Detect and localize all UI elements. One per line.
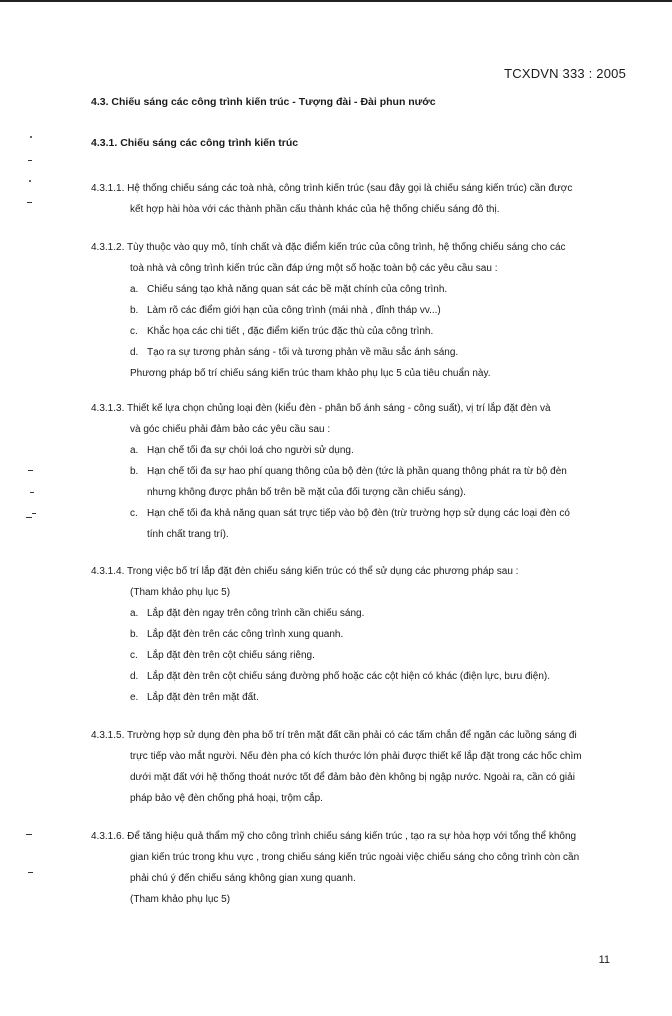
list-item [91,624,631,645]
scan-artifact [28,470,33,471]
clause-text: 4.3.1.2. Tùy thuộc vào quy mô, tính chất và đặc điểm kiến trúc của công trình, hệ thống chiếu sáng cho các [91,242,566,253]
list-marker: b. [130,629,139,640]
list-item [91,440,631,461]
list-item [91,603,631,624]
list-item-text: Làm rõ các điểm giới hạn của công trình (mái nhà , đỉnh tháp vv...) [147,305,441,316]
list-marker: c. [130,508,138,519]
list-item [91,321,631,342]
clause-text: 4.3.1.4. Trong việc bố trí lắp đặt đèn chiếu sáng kiến trúc có thể sử dụng các phương pháp sau : [91,566,519,577]
scan-artifact [30,492,34,493]
list-item-text: Lắp đặt đèn trên cột chiếu sáng đường phố hoặc các cột hiện có khác (điện lực, bưu điện). [147,671,551,682]
clause-text: toà nhà và công trình kiến trúc cần đáp ứng một số hoặc toàn bộ các yêu cầu sau : [130,263,498,274]
list-marker: b. [130,466,139,477]
clause-4-3-1-6 [91,826,631,910]
standard-code: TCXDVN 333 : 2005 [504,66,626,81]
clause-text: trực tiếp vào mắt người. Nếu đèn pha có kích thước lớn phải được thiết kế lắp đặt trong các hốc chìm [130,751,582,762]
scan-artifact [27,202,32,203]
clause-4-3-1-1 [91,178,631,220]
clause-text: 4.3.1.1. Hệ thống chiếu sáng các toà nhà, công trình kiến trúc (sau đây gọi là chiếu sáng kiến trúc) cần được [91,183,573,194]
clause-text: (Tham khảo phụ lục 5) [130,894,231,905]
section-heading: 4.3. Chiếu sáng các công trình kiến trúc - Tượng đài - Đài phun nước [91,96,436,108]
clause-text: kết hợp hài hòa với các thành phần cấu thành khác của hệ thống chiếu sáng đô thị. [130,204,500,215]
clause-text: 4.3.1.3. Thiết kế lựa chọn chủng loại đèn (kiểu đèn - phân bố ánh sáng - công suất), vị trí lắp đặt đèn và [91,403,551,414]
scan-artifact [32,513,36,514]
list-item-text: Tạo ra sự tương phản sáng - tối và tương phản về mầu sắc ánh sáng. [147,347,459,358]
list-item-text: Khắc họa các chi tiết , đặc điểm kiến trúc đặc thù của công trình. [147,326,434,337]
clause-text: 4.3.1.5. Trường hợp sử dụng đèn pha bố trí trên mặt đất cần phải có các tấm chắn để ngăn các luồng sáng đi [91,730,577,741]
list-marker: c. [130,326,138,337]
list-item-text: Hạn chế tối đa sự hao phí quang thông của bộ đèn (tức là phần quang thông phát ra từ bộ đèn [147,466,567,477]
list-item-text: Chiếu sáng tạo khả năng quan sát các bề mặt chính của công trình. [147,284,448,295]
list-marker: e. [130,692,139,703]
clause-text: dưới mặt đất với hệ thống thoát nước tốt để đảm bảo đèn không bị ngập nước. Ngoài ra, cần có giải [130,772,575,783]
list-item-continuation: tính chất trang trí). [147,529,229,540]
clause-text: và góc chiếu phải đảm bảo các yêu cầu sau : [130,424,331,435]
clause-4-3-1-5 [91,725,631,809]
list-item [91,503,631,524]
list-item [91,300,631,321]
list-marker: a. [130,284,139,295]
clause-text: phải chú ý đến chiếu sáng không gian xung quanh. [130,873,356,884]
clause-4-3-1-4 [91,561,631,708]
scan-artifact [29,180,31,182]
clause-text: (Tham khảo phụ lục 5) [130,587,231,598]
list-item [91,342,631,363]
list-item [91,279,631,300]
list-item [91,687,631,708]
clause-4-3-1-2 [91,237,631,384]
list-item [91,461,631,482]
list-marker: d. [130,671,139,682]
list-marker: a. [130,445,139,456]
list-item-text: Lắp đặt đèn trên mặt đất. [147,692,259,703]
list-marker: c. [130,650,138,661]
clause-text: gian kiến trúc trong khu vực , trong chiếu sáng kiến trúc ngoài việc chiếu sáng cho công trình còn cần [130,852,580,863]
scan-artifact [30,136,32,138]
list-item [91,645,631,666]
scan-artifact [28,872,33,873]
clause-text: Phương pháp bố trí chiếu sáng kiến trúc tham khảo phụ lục 5 của tiêu chuẩn này. [130,368,491,379]
list-item-text: Hạn chế tối đa sự chói loá cho người sử dụng. [147,445,354,456]
scan-artifact [28,160,32,161]
list-marker: a. [130,608,139,619]
list-marker: d. [130,347,139,358]
subsection-heading: 4.3.1. Chiếu sáng các công trình kiến trúc [91,137,299,149]
page-number: 11 [598,954,610,966]
list-marker: b. [130,305,139,316]
list-item-text: Hạn chế tối đa khả năng quan sát trực tiếp vào bộ đèn (trừ trường hợp sử dụng các loại đèn có [147,508,570,519]
scan-artifact [26,517,32,518]
clause-4-3-1-3 [91,398,631,545]
clause-text: pháp bảo vệ đèn chống phá hoại, trộm cắp. [130,793,323,804]
top-rule [0,0,672,2]
list-item-text: Lắp đặt đèn trên cột chiếu sáng riêng. [147,650,315,661]
clause-text: 4.3.1.6. Để tăng hiệu quả thẩm mỹ cho công trình chiếu sáng kiến trúc , tạo ra sự hòa hợp với tổng thể không [91,831,577,842]
list-item-continuation: nhưng không được phân bố trên bề mặt của đối tượng cần chiếu sáng). [147,487,466,498]
list-item-text: Lắp đặt đèn trên các công trình xung quanh. [147,629,344,640]
list-item [91,666,631,687]
scan-artifact [26,834,32,835]
list-item-text: Lắp đặt đèn ngay trên công trình cần chiếu sáng. [147,608,365,619]
